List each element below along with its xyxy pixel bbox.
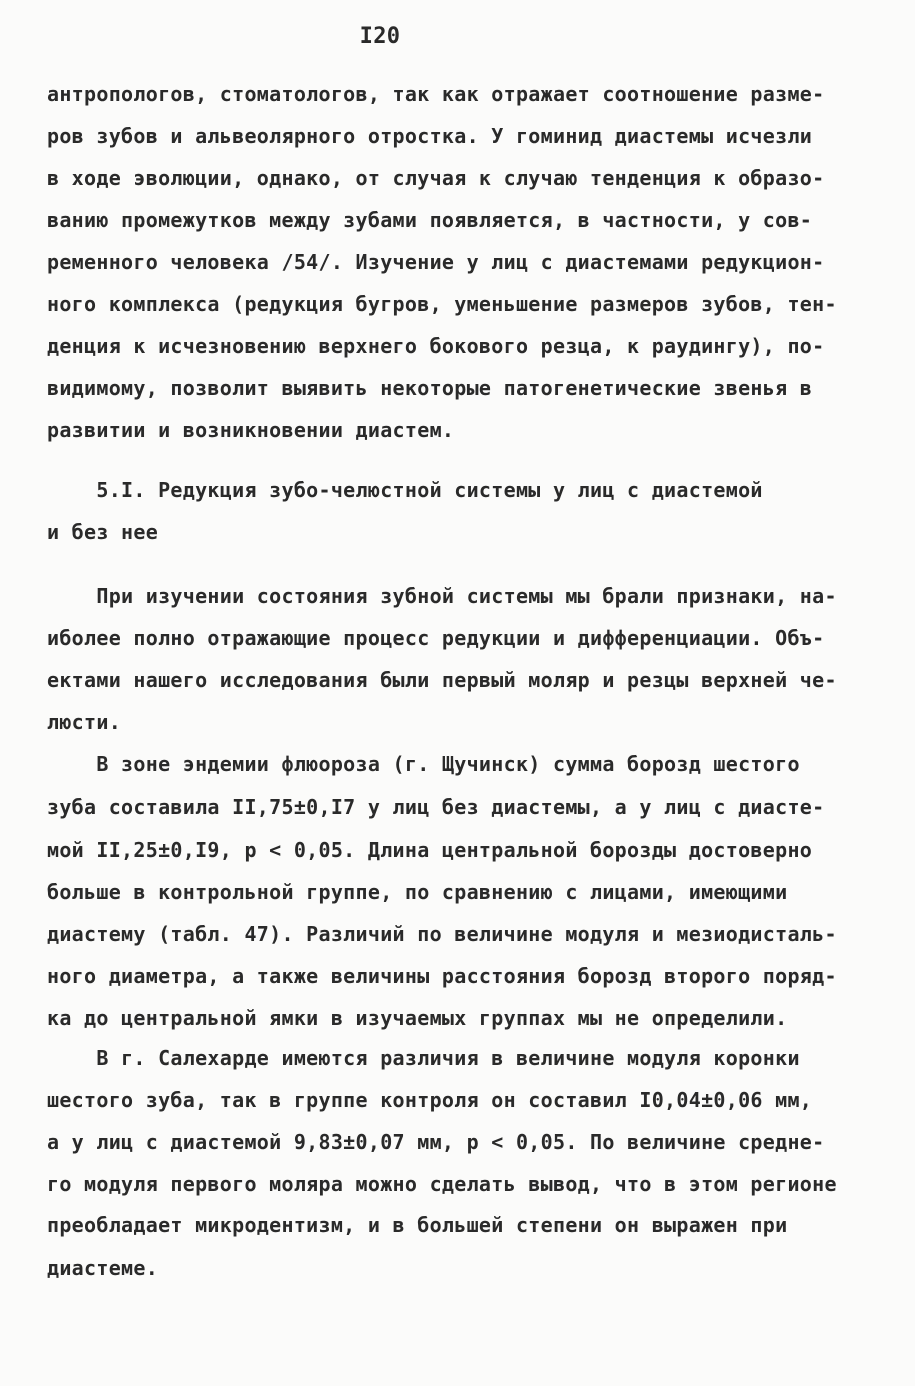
text-line: При изучении состояния зубной системы мы брали признаки, на- bbox=[47, 584, 837, 608]
text-line: диастеме. bbox=[47, 1256, 159, 1280]
text-line: ванию промежутков между зубами появляется, в частности, у сов- bbox=[47, 208, 813, 232]
text-line: преобладает микродентизм, и в большей степени он выражен при bbox=[47, 1213, 788, 1237]
text-line: ного диаметра, а также величины расстояния борозд второго поряд- bbox=[47, 964, 837, 988]
text-line: мой II,25±0,I9, р < 0,05. Длина центральной борозды достоверно bbox=[47, 838, 813, 862]
page-number: I20 bbox=[359, 24, 401, 49]
text-line: ка до центральной ямки в изучаемых группах мы не определили. bbox=[47, 1006, 788, 1030]
text-line: в ходе эволюции, однако, от случая к случаю тенденция к образо- bbox=[47, 166, 825, 190]
section-heading: и без нее bbox=[47, 520, 159, 544]
text-line: В зоне эндемии флюороза (г. Щучинск) сумма борозд шестого bbox=[47, 752, 800, 776]
text-line: В г. Салехарде имеются различия в величине модуля коронки bbox=[47, 1046, 800, 1070]
text-line: антропологов, стоматологов, так как отражает соотношение разме- bbox=[47, 82, 825, 106]
text-line: ектами нашего исследования были первый моляр и резцы верхней че- bbox=[47, 668, 837, 692]
text-line: люсти. bbox=[47, 710, 122, 734]
text-line: больше в контрольной группе, по сравнению с лицами, имеющими bbox=[47, 880, 788, 904]
text-line: денция к исчезновению верхнего бокового резца, к раудингу), по- bbox=[47, 334, 825, 358]
text-line: иболее полно отражающие процесс редукции и дифференциации. Объ- bbox=[47, 626, 825, 650]
text-line: ременного человека /54/. Изучение у лиц с диастемами редукцион- bbox=[47, 250, 825, 274]
text-line: а у лиц с диастемой 9,83±0,07 мм, р < 0,05. По величине средне- bbox=[47, 1130, 825, 1154]
text-line: шестого зуба, так в группе контроля он составил I0,04±0,06 мм, bbox=[47, 1088, 813, 1112]
text-line: ного комплекса (редукция бугров, уменьшение размеров зубов, тен- bbox=[47, 292, 837, 316]
text-line: ров зубов и альвеолярного отростка. У гоминид диастемы исчезли bbox=[47, 124, 813, 148]
text-line: го модуля первого моляра можно сделать вывод, что в этом регионе bbox=[47, 1172, 837, 1196]
text-line: развитии и возникновении диастем. bbox=[47, 418, 455, 442]
text-line: зуба составила II,75±0,I7 у лиц без диастемы, а у лиц с диасте- bbox=[47, 795, 825, 819]
text-line: диастему (табл. 47). Различий по величине модуля и мезиодисталь- bbox=[47, 922, 837, 946]
text-line: видимому, позволит выявить некоторые патогенетические звенья в bbox=[47, 376, 813, 400]
section-heading: 5.I. Редукция зубо-челюстной системы у лиц с диастемой bbox=[47, 478, 763, 502]
